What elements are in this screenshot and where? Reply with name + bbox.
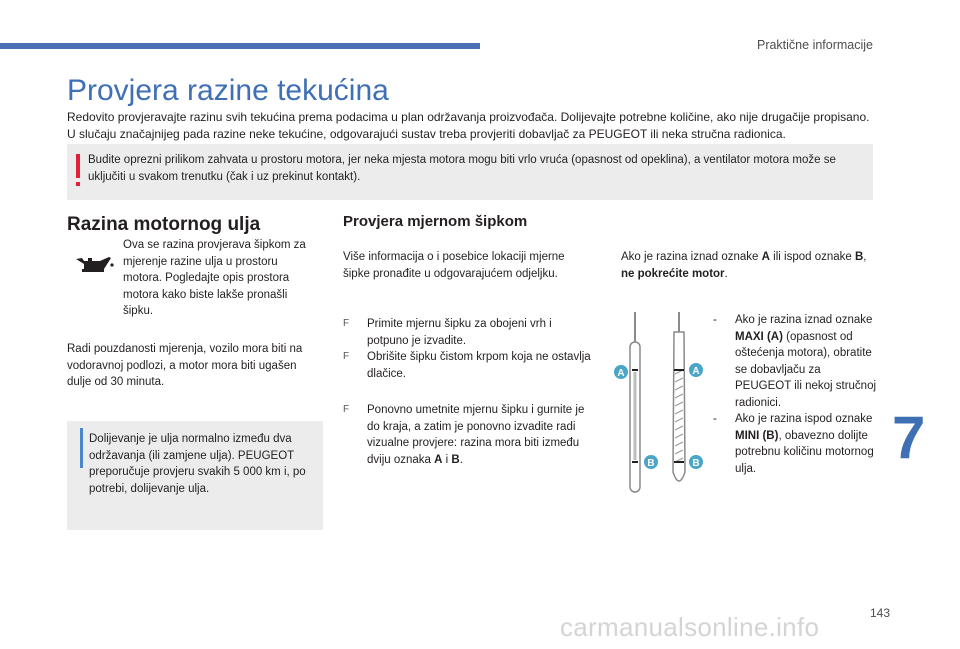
step-text: Obrišite šipku čistom krpom koja ne ostavlja dlačice.: [367, 351, 591, 380]
oil-can-icon: [74, 253, 114, 275]
watermark: carmanualsonline.info: [560, 612, 820, 642]
step-bullet: F: [343, 351, 350, 362]
marker-b-left-label: B: [647, 458, 655, 469]
intro-text: [67, 109, 897, 143]
warning-text: Budite oprezni prilikom zahvata u prostoru motora, jer neka mjesta motora mogu biti vrlo vruća (opasnost od opeklina), a ventilator motora može se uključiti u svakom trenutku (čak i uz prekinut kontakt).: [88, 154, 836, 183]
dipstick-steps: [343, 316, 593, 468]
level-item: - Ako je razina ispod oznake MINI (B), obavezno dolijte potrebnu količinu motornog ulja.: [713, 413, 874, 475]
chapter-number: 7: [892, 404, 926, 471]
step-bullet: F: [343, 404, 350, 415]
info-bar-icon: [80, 428, 83, 468]
oil-description: Ova se razina provjerava šipkom za mjerenje razine ulja u prostoru motora. Pogledajte opis prostora motora kako biste lakše pronašli šipku.: [123, 239, 306, 317]
step-item: [343, 316, 593, 349]
warning-exclamation-icon: [76, 154, 80, 178]
intro-line-1: Redovito provjeravajte razinu svih tekućina prema podacima u plan održavanja proizvođača. Dolijevajte potrebne količine, ako nije drugačije propisano.: [67, 110, 870, 124]
top-accent-bar: [0, 43, 480, 49]
step-text: Primite mjernu šipku za obojeni vrh i potpuno je izvadite.: [367, 318, 552, 347]
dipstick-heading: Provjera mjernom šipkom: [343, 213, 528, 230]
page-number: 143: [869, 606, 890, 620]
dipstick-illustration: [612, 312, 712, 497]
step-bullet: F: [343, 318, 350, 329]
step-item: F Ponovno umetnite mjernu šipku i gurnite je do kraja, a zatim je ponovno izvadite radi vizualne provjere: razina mora biti između dviju oznaka A i B.: [343, 404, 585, 466]
marker-b-right-label: B: [692, 458, 700, 469]
marker-a-left-label: A: [617, 368, 625, 379]
page-title: Provjera razine tekućina: [67, 74, 389, 107]
dipstick-intro: Više informacija o i posebice lokaciji mjerne šipke pronađite u odgovarajućem odjeljku.: [343, 251, 565, 280]
intro-line-2: U slučaju značajnijeg pada razine neke tekućine, odgovarajući sustav treba provjeriti dobavljač za PEUGEOT ili neka stručna radionica.: [67, 127, 786, 141]
oil-level-heading: Razina motornog ulja: [67, 214, 261, 235]
level-warning-note: Ako je razina iznad oznake A ili ispod oznake B, ne pokrećite motor.: [621, 251, 867, 280]
info-note: Dolijevanje je ulja normalno između dva održavanja (ili zamjene ulja). PEUGEOT preporučuje provjeru svakih 5 000 km i, po potrebi, dolijevanje ulja.: [89, 433, 306, 495]
level-item: - Ako je razina iznad oznake MAXI (A) (opasnost od oštećenja motora), obratite se dobavljaču za PEUGEOT ili nekoj stručnoj radionici.: [713, 314, 877, 409]
section-label: Praktične informacije: [756, 38, 873, 52]
oil-measurement-note: Radi pouzdanosti mjerenja, vozilo mora biti na vodoravnoj podlozi, a motor mora biti ugašen dulje od 30 minuta.: [67, 343, 303, 388]
warning-exclamation-dot: [76, 182, 80, 186]
level-instructions: [713, 312, 878, 477]
marker-a-right-label: A: [692, 366, 700, 377]
step-item: [343, 349, 593, 382]
